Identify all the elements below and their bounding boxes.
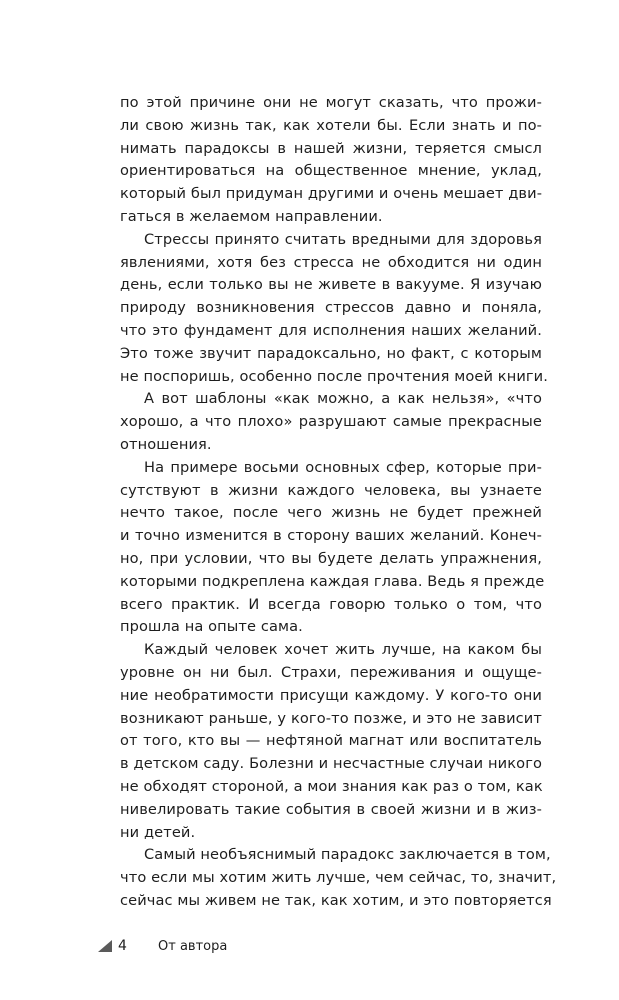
text-line: но, при условии, что вы будете делать упражнения, <box>120 549 542 567</box>
text-line: сейчас мы живем не так, как хотим, и это повторяется <box>120 891 552 909</box>
text-line: возникают раньше, у кого-то позже, и это не зависит <box>120 709 542 727</box>
text-line: уровне он ни был. Страхи, переживания и ощуще- <box>120 663 542 681</box>
text-line: Самый необъяснимый парадокс заключается в том, <box>144 846 551 864</box>
text-line: день, если только вы не живете в вакууме. Я изучаю <box>120 276 542 294</box>
text-line: нивелировать такие события в своей жизни и в жиз- <box>120 800 542 818</box>
text-line: хорошо, а что плохо» разрушают самые прекрасные <box>120 413 542 431</box>
text-line: нечто такое, после чего жизнь не будет прежней <box>120 504 542 522</box>
page-number: 4 <box>118 938 127 954</box>
text-line: ориентироваться на общественное мнение, уклад, <box>120 162 542 180</box>
text-line: по этой причине они не могут сказать, что прожи- <box>120 94 542 111</box>
text-line: Стрессы принято считать вредными для здоровья <box>144 230 542 248</box>
text-line: ли свою жизнь так, как хотели бы. Если знать и по- <box>120 116 542 134</box>
text-line: всего практик. И всегда говорю только о том, что <box>120 595 542 613</box>
text-line: которыми подкреплена каждая глава. Ведь я прежде <box>120 572 545 590</box>
text-line: На примере восьми основных сфер, которые при- <box>144 458 542 476</box>
text-line: и точно изменится в сторону ваших желаний. Конеч- <box>120 527 542 545</box>
text-line: природу возникновения стрессов давно и поняла, <box>120 299 542 317</box>
running-title: От автора <box>158 938 228 954</box>
text-line: в детском саду. Болезни и несчастные случаи никого <box>120 755 542 773</box>
page-footer <box>98 936 227 956</box>
text-line: от того, кто вы — нефтяной магнат или воспитатель <box>120 732 542 750</box>
text-line: ни детей. <box>120 823 196 841</box>
text-line: прошла на опыте сама. <box>120 618 303 636</box>
text-line: который был придуман другими и очень мешает дви- <box>120 185 543 203</box>
body-text <box>120 92 557 913</box>
text-line: не поспоришь, особенно после прочтения моей книги. <box>120 367 549 385</box>
text-line: что если мы хотим жить лучше, чем сейчас, то, значит, <box>120 869 557 887</box>
text-line: отношения. <box>120 435 212 453</box>
text-line: гаться в желаемом направлении. <box>120 207 383 225</box>
text-line: явлениями, хотя без стресса не обходится ни один <box>120 253 542 271</box>
text-line: Это тоже звучит парадоксально, но факт, с которым <box>120 344 542 362</box>
text-line: ние необратимости присущи каждому. У кого-то они <box>120 686 542 704</box>
text-line: нимать парадоксы в нашей жизни, теряется смысл <box>120 139 542 157</box>
text-line: Каждый человек хочет жить лучше, на каком бы <box>144 641 542 659</box>
text-line: А вот шаблоны «как можно, а как нельзя», «что <box>144 390 542 408</box>
text-line: сутствуют в жизни каждого человека, вы узнаете <box>120 481 542 499</box>
text-line: что это фундамент для исполнения наших желаний. <box>120 321 542 339</box>
triangle-marker-icon <box>98 940 112 952</box>
text-line: не обходят стороной, а мои знания как раз о том, как <box>120 777 543 795</box>
